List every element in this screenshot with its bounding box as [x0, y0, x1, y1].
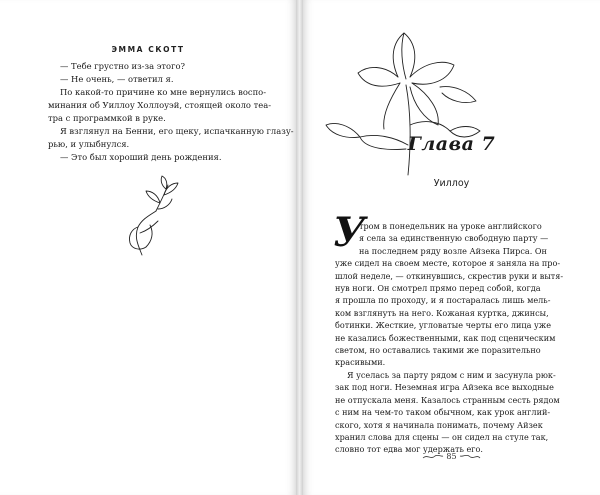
- right-paragraph-line: с ним на чем-то таком обычном, как урок англий-: [335, 407, 551, 418]
- right-paragraph-line: красивыми.: [335, 357, 386, 368]
- drop-cap: У: [333, 209, 366, 256]
- right-paragraph-line: шлой неделе, — откинувшись, скрестив руки и вытя-: [335, 270, 564, 281]
- right-paragraph-line: нув ноги. Он смотрел прямо перед собой, когда: [335, 283, 541, 294]
- hand-holding-sprig-icon: [120, 175, 182, 257]
- left-paragraph-line: По какой-то причине ко мне вернулись воспо-: [60, 87, 267, 97]
- right-paragraph-line: светом, но оставались такими же поразительно: [335, 345, 541, 356]
- left-paragraph-line: — Это был хороший день рождения.: [60, 152, 222, 162]
- left-paragraph-line: тра с программкой в руке.: [48, 113, 166, 123]
- left-paragraph-line: минания об Уиллоу Холлоуэй, стоящей около теа-: [48, 100, 272, 110]
- left-paragraph-line: — Не очень, — ответил я.: [60, 74, 174, 84]
- magnolia-flower-icon: [320, 25, 490, 180]
- right-page-text: [335, 220, 564, 456]
- right-paragraph-line: я прошла по проходу, и я постаралась лишь мель-: [335, 295, 551, 306]
- right-paragraph-line: ботинки. Жесткие, угловатые черты его лица уже: [335, 320, 552, 331]
- right-paragraph-line: на последнем ряду возле Айзека Пирса. Он: [359, 245, 547, 256]
- left-paragraph-line: Я взглянул на Бенни, его щеку, испачканную глазу-: [60, 126, 294, 136]
- right-paragraph-line: не казались божественными, как под сценическим: [335, 332, 556, 343]
- running-head: ЭММА СКОТТ: [111, 45, 185, 54]
- ornament-right-icon: [459, 453, 481, 461]
- right-paragraph-line: не отпускала меня. Казалось странным сесть рядом: [335, 394, 560, 405]
- right-paragraph-line: ского, хотя я начинала понимать, почему Айзек: [335, 419, 543, 430]
- ornament-left-icon: [422, 453, 444, 461]
- page-number: 85: [446, 452, 457, 461]
- chapter-title: Глава 7: [407, 133, 496, 155]
- right-paragraph-line: уже сидел на своем месте, которое я заняла на про-: [335, 258, 561, 269]
- left-paragraph-line: — Тебе грустно из-за этого?: [60, 61, 186, 71]
- chapter-subtitle: Уиллоу: [433, 178, 470, 189]
- left-page-text: [48, 60, 294, 164]
- right-paragraph-line: хранил слова для сцены — он сидел на стуле так,: [335, 431, 549, 442]
- page-number-footer: [303, 452, 600, 461]
- right-paragraph-line: Я уселась за парту рядом с ним и засунула рюк-: [347, 369, 556, 380]
- left-paragraph-line: рью, и улыбнулся.: [48, 139, 130, 149]
- book-gutter: [296, 0, 303, 495]
- right-paragraph-line: тром в понедельник на уроке английского: [359, 221, 542, 231]
- right-paragraph-line: я села за единственную свободную парту —: [359, 233, 549, 244]
- right-paragraph-line: ком взглянуть на него. Кожаная куртка, джинсы,: [335, 307, 549, 318]
- right-paragraph-line: зак под ноги. Неземная игра Айзека все выходные: [335, 382, 554, 393]
- right-paragraph-line: словно тот едва мог удержать его.: [335, 444, 483, 455]
